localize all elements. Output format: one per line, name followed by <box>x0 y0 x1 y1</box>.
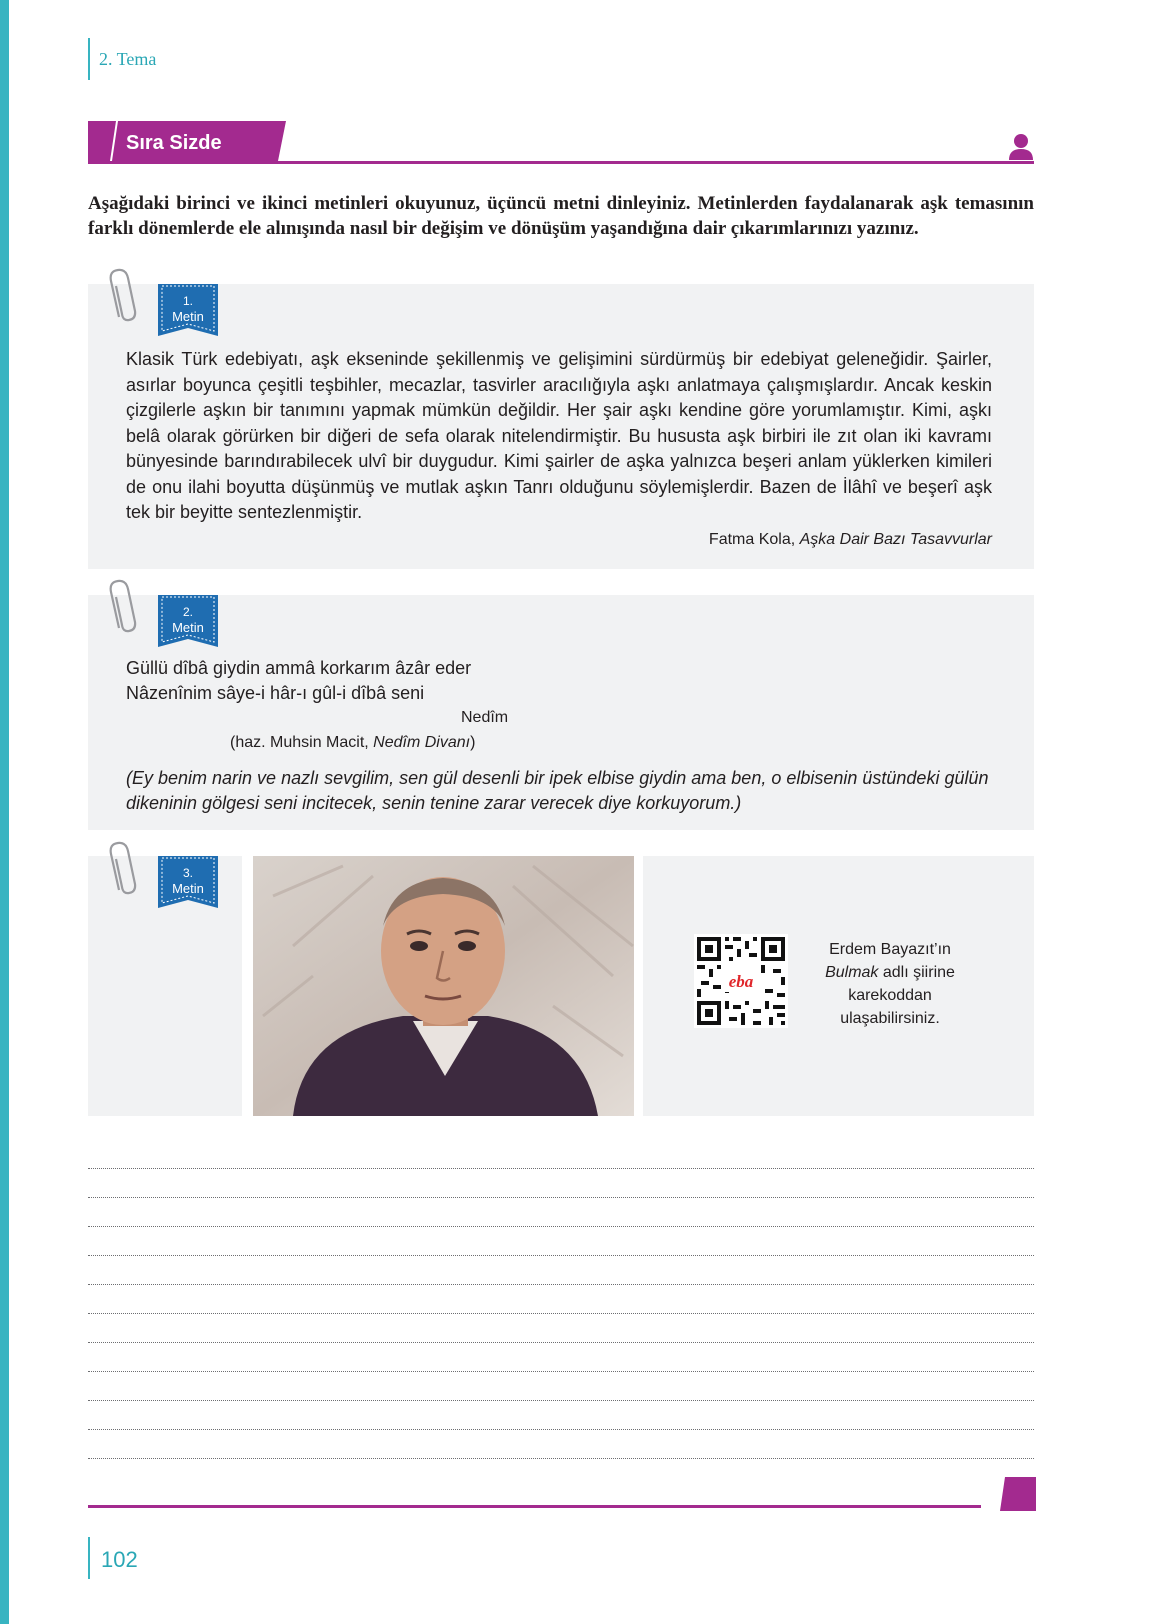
qr-caption <box>820 938 960 1030</box>
footer-rule <box>88 1505 981 1508</box>
text-3-number: 3. <box>182 866 193 880</box>
paperclip-icon <box>107 267 141 327</box>
text-2-number: 2. <box>182 605 193 619</box>
writing-line[interactable] <box>88 1371 1034 1372</box>
theme-label: 2. Tema <box>99 49 157 69</box>
poem-source-title: Nedîm Divanı <box>373 734 471 751</box>
qr-logo: eba <box>728 972 754 991</box>
text-1-number: 1. <box>182 294 193 308</box>
text-1-word: Metin <box>172 309 204 324</box>
qr-caption-line-3: karekoddan <box>848 987 932 1004</box>
section-title: Sıra Sizde <box>126 132 222 154</box>
text-1-source-title: Aşka Dair Bazı Tasavvurlar <box>799 531 992 548</box>
poem-line-2: Nâzenînim sâye-i hâr-ı gûl-i dîbâ seni <box>126 683 425 703</box>
text-2-word: Metin <box>172 620 204 635</box>
page-number-rule <box>88 1537 90 1579</box>
writing-line[interactable] <box>88 1342 1034 1343</box>
writing-line[interactable] <box>88 1458 1034 1459</box>
writing-line[interactable] <box>88 1168 1034 1169</box>
qr-caption-line-1: Erdem Bayazıt’ın <box>829 941 951 958</box>
poem-translation: (Ey benim narin ve nazlı sevgilim, sen gül desenli bir ipek elbise giydin ama ben, o elbisenin üstündeki gülün dikeninin gölgesi seni incitecek, senin tenine zarar verecek diye korkuyorum.) <box>126 768 989 813</box>
header-rule <box>88 38 90 80</box>
text-2-tag <box>158 595 218 647</box>
text-3-word: Metin <box>172 881 204 896</box>
text-1-source-author: Fatma Kola, <box>708 531 800 548</box>
text-3-tag <box>158 856 218 908</box>
side-accent-bar <box>0 0 9 1624</box>
paperclip-icon <box>107 840 141 900</box>
individual-activity-icon <box>1008 133 1034 160</box>
instructions: Aşağıdaki birinci ve ikinci metinleri okuyunuz, üçüncü metni dinleyiniz. Metinlerden faydalanarak aşk temasının farklı dönemlerde ele alınışında nasıl bir değişim ve dönüşüm yaşandığına dair çıkarımlarınızı yazınız. <box>88 193 1034 239</box>
text-1-source <box>709 531 992 549</box>
footer-corner-mark <box>1000 1477 1036 1511</box>
writing-line[interactable] <box>88 1284 1034 1285</box>
paperclip-icon <box>107 578 141 638</box>
writing-line[interactable] <box>88 1197 1034 1198</box>
qr-caption-line-2: adlı şiirine <box>878 964 955 981</box>
writing-line[interactable] <box>88 1255 1034 1256</box>
poet-portrait <box>253 856 634 1116</box>
writing-line[interactable] <box>88 1226 1034 1227</box>
page-number: 102 <box>101 1547 138 1572</box>
qr-code[interactable] <box>694 934 788 1028</box>
writing-line[interactable] <box>88 1400 1034 1401</box>
writing-line[interactable] <box>88 1313 1034 1314</box>
text-1-tag <box>158 284 218 336</box>
poem-line-1: Güllü dîbâ giydin ammâ korkarım âzâr eder <box>126 658 472 678</box>
poem-title: Bulmak <box>825 964 879 981</box>
qr-caption-line-4: ulaşabilirsiniz. <box>840 1010 940 1027</box>
section-underline <box>88 161 1034 164</box>
writing-line[interactable] <box>88 1429 1034 1430</box>
poem-source <box>230 734 475 752</box>
poem-source-suffix: ) <box>470 734 476 751</box>
text-1-paragraph: Klasik Türk edebiyatı, aşk ekseninde şekillenmiş ve gelişimini sürdürmüş bir edebiyat geleneğidir. Şairler, asırlar boyunca çeşitli teşbihler, mecazlar, tasvirler aracılığıyla aşkı anlatmaya çalışmışlardır. Ancak keskin çizgilerle aşkın bir tanımını yapmak mümkün değildir. Her şair aşkı kendine göre yorumlamıştır. Kimi, aşkı belâ olarak görürken bir diğeri de sefa olarak nitelendirmiştir. Bu hususta aşk birbiri ile zıt olan iki kavramı bünyesinde barındırabilecek ulvî bir duygudur. Kimi şairler de aşka yalnızca beşeri anlam yüklerken kimileri de onu ilahi boyutta düşünmüş ve mutlak aşkın Tanrı olduğunu söylemişlerdir. Bazen de İlâhî ve beşerî aşk tek bir beyitte sentezlenmiştir. <box>126 349 992 522</box>
poet-name: Nedîm <box>461 709 509 726</box>
poem-source-prefix: (haz. Muhsin Macit, <box>230 734 374 751</box>
